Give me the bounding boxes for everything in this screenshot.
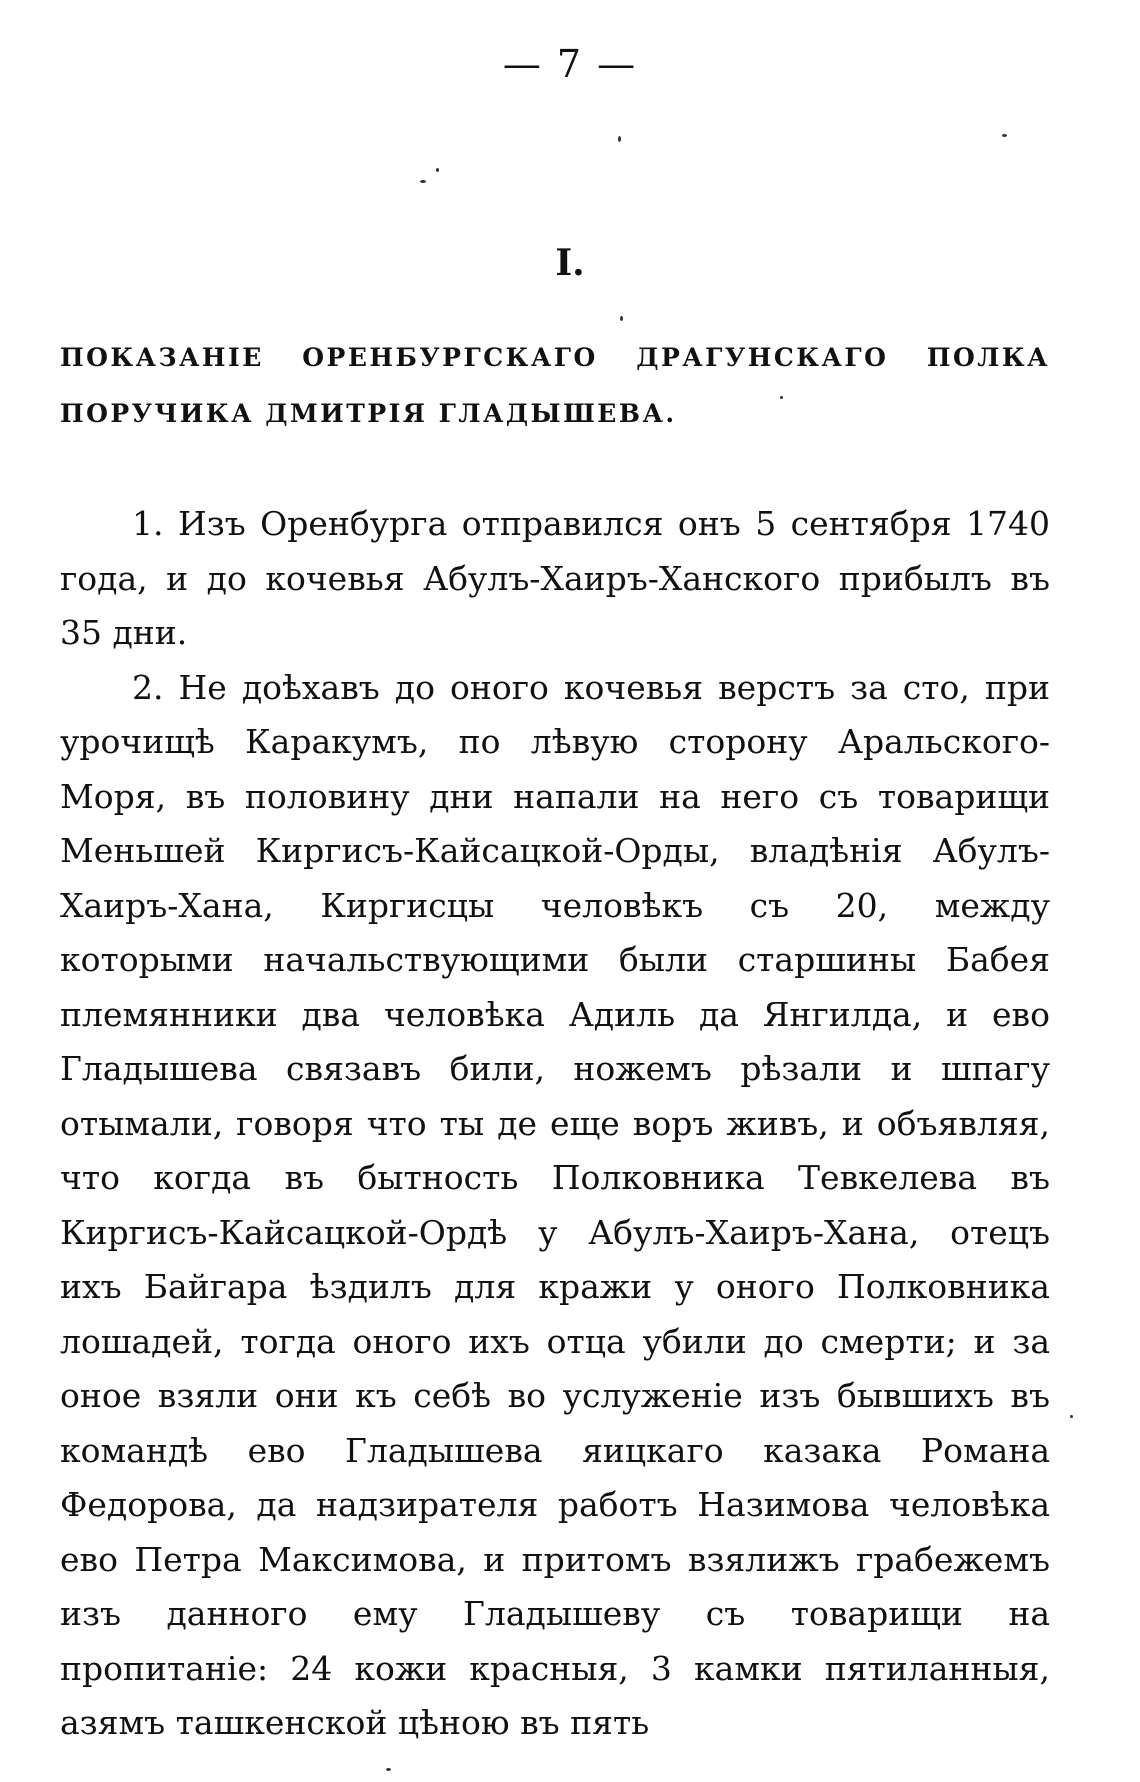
print-speck <box>620 316 623 321</box>
print-speck <box>780 396 783 399</box>
page-number: — 7 — <box>502 42 638 86</box>
print-speck <box>1070 1415 1073 1418</box>
paragraph-2: 2. Не доѣхавъ до оного кочевья верстъ за сто, при урочищѣ Каракумъ, по лѣвую сторону Аральского-Моря, въ половину дни напали на него съ товарищи Меньшей Киргисъ-Кайсацкой-Орды, владѣнія Абулъ-Хаиръ-Хана, Киргисцы человѣкъ съ 20, между которыми начальствующими были старшины Бабея племянники два человѣка Адиль да Янгилда, и ево Гладышева связавъ били, ножемъ рѣзали и шпагу отымали, говоря что ты де еще воръ живъ, и объявляя, что когда въ бытность Полковника Тевкелева въ Киргисъ-Кайсацкой-Ордѣ у Абулъ-Хаиръ-Хана, отецъ ихъ Байгара ѣздилъ для кражи у оного Полковника лошадей, тогда оного ихъ отца убили до смерти; и за оное взяли они къ себѣ во услуженіе изъ бывшихъ въ командѣ ево Гладышева яицкаго казака Романа Федорова, да надзирателя работъ Назимова человѣка ево Петра Максимова, и притомъ взялижъ грабежемъ изъ данного ему Гладышеву съ товарищи на пропитаніе: 24 кожи красныя, 3 камки пятиланныя, азямъ ташкенской цѣною въ пять <box>60 667 1050 1742</box>
body-text <box>60 497 1050 1751</box>
print-speck <box>386 1768 391 1771</box>
print-speck <box>618 136 621 142</box>
print-speck <box>420 180 426 183</box>
print-speck <box>1002 134 1007 137</box>
section-numeral: I. <box>555 242 585 284</box>
print-speck <box>436 168 439 172</box>
paragraph-1: 1. Изъ Оренбурга отправился онъ 5 сентября 1740 года, и до кочевья Абулъ-Хаиръ-Ханского прибылъ въ 35 дни. <box>60 504 1050 652</box>
document-heading: ПОКАЗАНІЕ ОРЕНБУРГСКАГО ДРАГУНСКАГО ПОЛКА ПОРУЧИКА ДМИТРІЯ ГЛАДЫШЕВА. <box>60 343 1050 428</box>
